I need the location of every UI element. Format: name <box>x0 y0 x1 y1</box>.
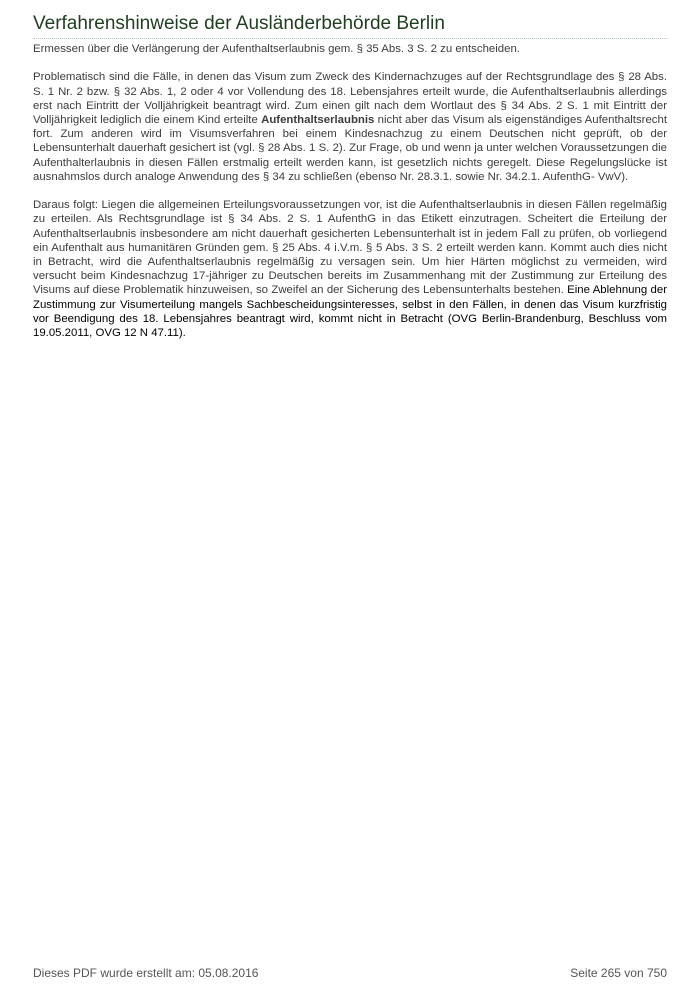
page-title: Verfahrenshinweise der Ausländerbehörde Berlin <box>33 13 445 34</box>
paragraph-3-highlighted-text: Eine Ablehnung der Zustimmung zur Visumerteilung mangels Sachbescheidungsinteresses, selbst in den Fällen, in denen das Visum kurzfristig vor Beendigung des 18. Lebensjahres beantragt wird, kommt nicht in Betracht (OVG Berlin-Brandenburg, Beschluss vom 19.05.2011, OVG 12 N 47.11). <box>33 284 667 340</box>
paragraph-3-text: Daraus folgt: Liegen die allgemeinen Erteilungsvoraussetzungen vor, ist die Aufenthaltserlaubnis in diesen Fällen regelmäßig zu erteilen. Als Rechtsgrundlage ist § 34 Abs. 2 S. 1 AufenthG in das Etikett einzutragen. Scheitert die Erteilung der Aufenthaltserlaubnis insbesondere am nicht dauerhaft gesicherten Lebensunterhalt ist in jedem Fall zu prüfen, ob vorliegend ein Aufenthalt aus humanitären Gründen gem. § 25 Abs. 4 i.V.m. § 5 Abs. 3 S. 2 erteilt werden kann. Kommt auch dies nicht in Betracht, wird die Aufenthaltserlaubnis regelmäßig zu versagen sein. Um hier Härten möglichst zu vermeiden, wird versucht beim Kindesnachzug 17-jähriger zu Deutschen bereits im Zusammenhang mit der Zustimmung zur Erteilung des Visums auf diese Problematik hinzuweisen, so Zweifel an der Sicherung des Lebensunterhalts bestehen. <box>33 199 667 297</box>
paragraph-3 <box>33 198 667 340</box>
paragraph-1 <box>33 42 667 56</box>
paragraph-2-text-start: Problematisch sind die Fälle, in denen das Visum zum Zweck des Kindernachzuges auf der Rechtsgrundlage des § 28 Abs. S. 1 Nr. 2 bzw. § 32 Abs. 1, 2 oder 4 vor Vollendung des 18. Lebensjahres erteilt wurde, die Aufenthaltserlaubnis allerdings erst nach Eintritt der Volljährigkeit beantragt wird. Zum einen gilt nach dem Wortlaut des § 34 Abs. 2 S. 1 mit Eintritt der Volljährigkeit lediglich die einem Kind erteilte <box>33 71 667 126</box>
paragraph-2-bold-term: Aufenthaltserlaubnis <box>261 114 375 126</box>
document-body <box>33 42 667 354</box>
paragraph-1-text: Ermessen über die Verlängerung der Aufenthaltserlaubnis gem. § 35 Abs. 3 S. 2 zu entscheiden. <box>33 43 520 55</box>
paragraph-2-text-end: nicht aber das Visum als eigenständiges Aufenthaltsrecht fort. Zum anderen wird im Visumsverfahren bei einem Kindesnachzug zu einem Deutschen nicht geprüft, ob der Lebensunterhalt dauerhaft gesichert ist (vgl. § 28 Abs. 1 S. 2). Zur Frage, ob und wenn ja unter welchen Voraussetzungen die Aufenthalterlaubnis in diesen Fällen erstmalig erteilt werden kann, ist gesetzlich nichts geregelt. Diese Regelungslücke ist ausnahmslos durch analoge Anwendung des § 34 zu schließen (ebenso Nr. 28.3.1. sowie Nr. 34.2.1. AufenthG- VwV). <box>33 114 667 183</box>
paragraph-2 <box>33 70 667 184</box>
footer-created-date: Dieses PDF wurde erstellt am: 05.08.2016 <box>33 966 259 980</box>
footer-page-number: Seite 265 von 750 <box>570 966 667 980</box>
title-divider <box>33 38 667 39</box>
